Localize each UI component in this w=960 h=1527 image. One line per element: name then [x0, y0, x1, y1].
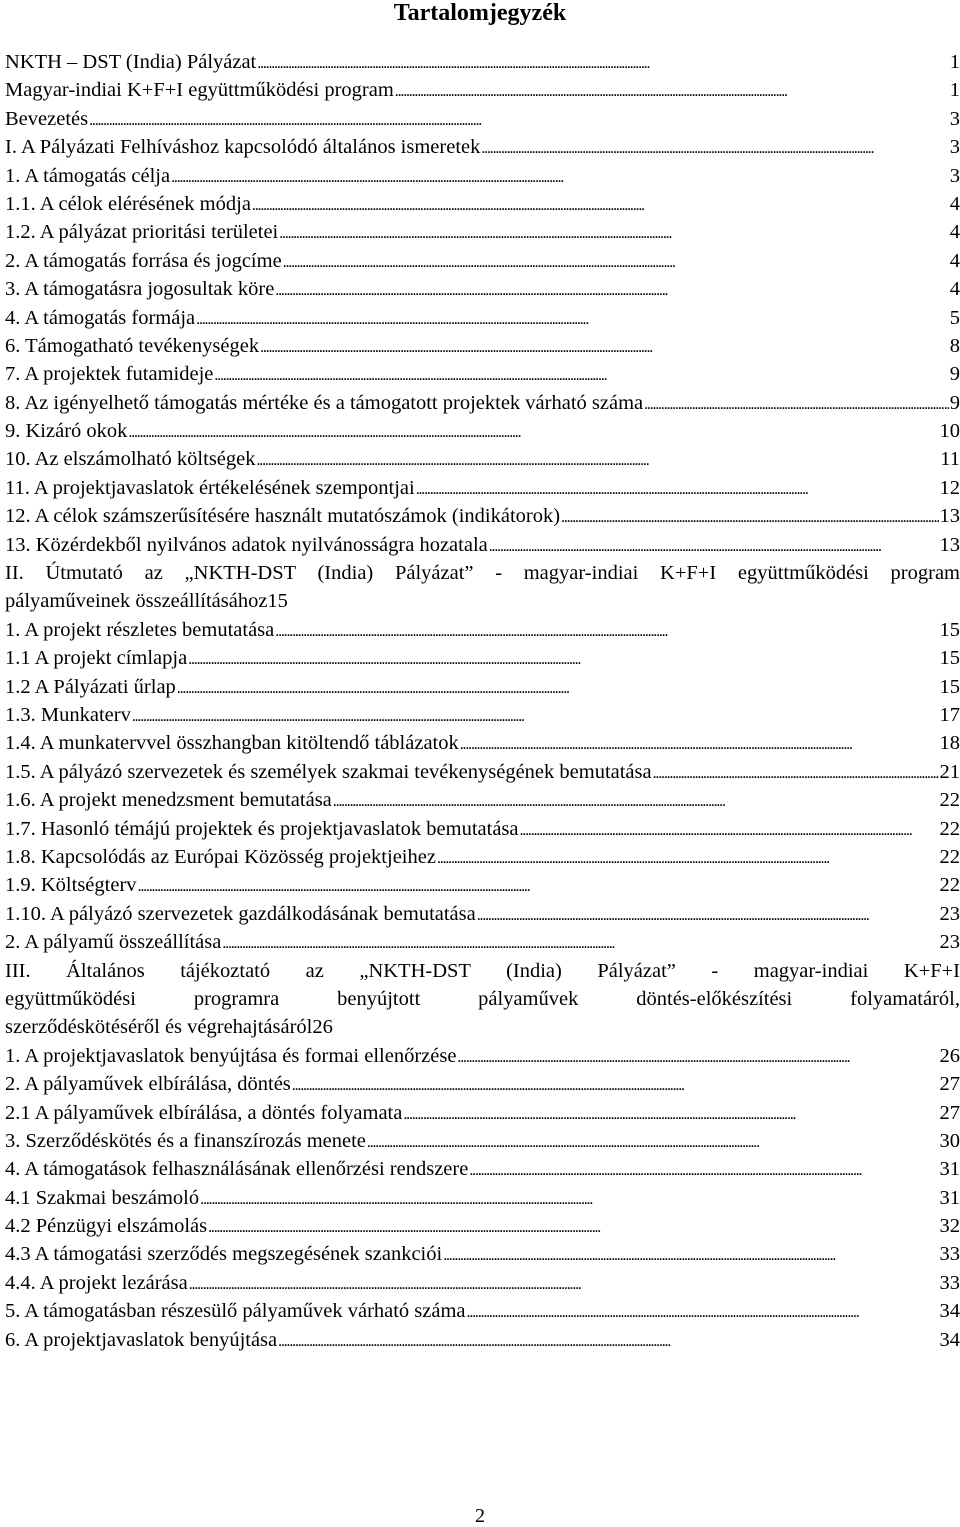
toc-page-number: 13 — [939, 533, 960, 556]
dot-leader — [481, 133, 948, 161]
toc-group-3 — [5, 1042, 960, 1354]
toc-entry-label: 6. A projektjavaslatok benyújtása — [5, 1328, 278, 1351]
toc-page-number: 15 — [939, 618, 960, 641]
dot-leader — [333, 786, 939, 814]
dot-leader — [457, 1042, 938, 1070]
dot-leader — [128, 417, 938, 445]
dot-leader — [222, 928, 938, 956]
toc-page-number: 3 — [949, 136, 960, 159]
dot-leader — [257, 445, 940, 473]
toc-entry-label: 4.1 Szakmai beszámoló — [5, 1186, 200, 1209]
toc-page-number: 31 — [939, 1158, 960, 1181]
toc-page-number: 17 — [939, 704, 960, 727]
toc-page-number: 3 — [949, 164, 960, 187]
dot-leader — [260, 332, 949, 360]
toc-entry[interactable] — [5, 1184, 960, 1212]
toc-entry[interactable] — [5, 105, 960, 133]
dot-leader — [278, 1326, 938, 1354]
toc-entry-label: 2.1 A pályaművek elbírálása, a döntés folyamata — [5, 1101, 403, 1124]
toc-entry-label: 1. A támogatás célja — [5, 164, 171, 187]
toc-entry-label: 1.1 A projekt címlapja — [5, 647, 188, 670]
toc-page-number: 4 — [949, 278, 960, 301]
toc-entry-label: 12. A célok számszerűsítésére használt mutatószámok (indikátorok) — [5, 505, 561, 528]
toc-entry[interactable] — [5, 48, 960, 76]
toc-entry[interactable] — [5, 474, 960, 502]
toc-page-number: 15 — [267, 590, 288, 613]
toc-page-number: 26 — [939, 1044, 960, 1067]
page-title: Tartalomjegyzék — [393, 0, 567, 26]
dot-leader — [477, 900, 939, 928]
dot-leader — [89, 105, 949, 133]
toc-entry[interactable] — [5, 502, 960, 530]
toc-group-1 — [5, 48, 960, 559]
toc-page-number: 22 — [939, 845, 960, 868]
toc-entry[interactable] — [5, 1099, 960, 1127]
toc-page-number: 11 — [940, 448, 960, 471]
dot-leader — [460, 729, 939, 757]
toc-entry-label: 1. A projektjavaslatok benyújtása és formai ellenőrzése — [5, 1044, 457, 1067]
toc-entry-label: 5. A támogatásban részesülő pályaművek várható száma — [5, 1300, 466, 1323]
toc-entry-ii[interactable] — [5, 559, 960, 616]
toc-entry[interactable] — [5, 247, 960, 275]
toc-page-number: 22 — [939, 817, 960, 840]
dot-leader — [208, 1212, 938, 1240]
toc-entry-label: szerződéskötéséről és végrehajtásáról — [5, 1016, 313, 1039]
toc-entry[interactable] — [5, 76, 960, 104]
toc-entry-label: 2. A támogatás forrása és jogcíme — [5, 249, 282, 272]
toc-entry-label: 1.9. Költségterv — [5, 874, 137, 897]
dot-leader — [395, 76, 949, 104]
toc-page-number: 23 — [939, 931, 960, 954]
toc-entry-label: Bevezetés — [5, 107, 89, 130]
dot-leader — [189, 1269, 939, 1297]
toc-entry-label: 4. A támogatások felhasználásának ellenőrzési rendszere — [5, 1158, 469, 1181]
toc-page-number: 5 — [949, 306, 960, 329]
toc-entry-label: Magyar-indiai K+F+I együttműködési program — [5, 79, 394, 102]
toc-page-number: 22 — [939, 789, 960, 812]
toc-page-number: 27 — [939, 1073, 960, 1096]
toc-entry-label: 3. A támogatásra jogosultak köre — [5, 278, 275, 301]
toc-entry-label: 4.4. A projekt lezárása — [5, 1271, 188, 1294]
toc-page-number: 27 — [939, 1101, 960, 1124]
toc-entry-label: 1.8. Kapcsolódás az Európai Közösség projektjeihez — [5, 845, 436, 868]
toc-entry-label: 1. A projekt részletes bemutatása — [5, 618, 275, 641]
toc-page-number: 33 — [939, 1271, 960, 1294]
toc-entry-label: 9. Kizáró okok — [5, 420, 128, 443]
dot-leader — [561, 502, 938, 530]
toc-entry[interactable] — [5, 162, 960, 190]
toc-entry[interactable] — [5, 133, 960, 161]
toc-page-number: 34 — [939, 1328, 960, 1351]
toc-entry-label: 2. A pályamű összeállítása — [5, 931, 222, 954]
toc-entry[interactable] — [5, 673, 960, 701]
toc-entry[interactable] — [5, 1155, 960, 1183]
toc-entry[interactable] — [5, 900, 960, 928]
toc-entry[interactable] — [5, 871, 960, 899]
toc-page-number: 21 — [939, 760, 960, 783]
toc-page-number: 12 — [939, 476, 960, 499]
toc-entry[interactable] — [5, 786, 960, 814]
toc-entry-label: 1.6. A projekt menedzsment bemutatása — [5, 789, 332, 812]
dot-leader — [275, 616, 938, 644]
dot-leader — [283, 247, 949, 275]
toc-entry[interactable] — [5, 190, 960, 218]
toc-entry-label: 10. Az elszámolható költségek — [5, 448, 256, 471]
toc-entry[interactable] — [5, 218, 960, 246]
toc-page-number: 4 — [949, 249, 960, 272]
toc-page-number: 4 — [949, 221, 960, 244]
dot-leader — [489, 531, 939, 559]
toc-page-number: 13 — [939, 505, 960, 528]
toc-page-number: 15 — [939, 647, 960, 670]
toc-page-number: 18 — [939, 732, 960, 755]
dot-leader — [132, 701, 939, 729]
toc-entry[interactable] — [5, 1070, 960, 1098]
toc-page-number: 22 — [939, 874, 960, 897]
dot-leader — [200, 1184, 938, 1212]
toc-page-number: 34 — [939, 1300, 960, 1323]
toc-entry-label: 1.4. A munkatervvel összhangban kitöltendő táblázatok — [5, 732, 459, 755]
toc-entry-label: 4.3 A támogatási szerződés megszegésének szankciói — [5, 1243, 443, 1266]
dot-leader — [188, 644, 938, 672]
toc-entry-label: 1.1. A célok elérésének módja — [5, 192, 251, 215]
toc-entry[interactable] — [5, 1212, 960, 1240]
dot-leader — [171, 162, 949, 190]
dot-leader — [437, 843, 939, 871]
toc-entry-label: együttműködési programra benyújtott pályaművek döntés-előkészítési folyamatáról, — [5, 987, 960, 1010]
toc-page-number: 4 — [949, 192, 960, 215]
dot-leader — [292, 1070, 939, 1098]
toc-entry-label: 1.2 A Pályázati űrlap — [5, 675, 176, 698]
toc-page-number: 10 — [939, 420, 960, 443]
toc-page-number: 8 — [949, 334, 960, 357]
toc-page-number: 1 — [949, 79, 960, 102]
dot-leader — [257, 48, 948, 76]
table-of-contents — [5, 48, 960, 1354]
page-number: 2 — [475, 1505, 485, 1527]
toc-entry-label: 1.2. A pályázat prioritási területei — [5, 221, 279, 244]
toc-entry-label: 7. A projektek futamideje — [5, 363, 214, 386]
toc-page-number: 15 — [939, 675, 960, 698]
toc-entry-label: 1.5. A pályázó szervezetek és személyek szakmai tevékenységének bemutatása — [5, 760, 652, 783]
toc-entry-label: 11. A projektjavaslatok értékelésének szempontjai — [5, 476, 415, 499]
toc-entry[interactable] — [5, 304, 960, 332]
toc-page-number: 26 — [312, 1016, 333, 1039]
toc-entry[interactable] — [5, 815, 960, 843]
toc-group-2 — [5, 616, 960, 957]
toc-entry[interactable] — [5, 1269, 960, 1297]
dot-leader — [275, 275, 948, 303]
dot-leader — [177, 673, 939, 701]
dot-leader — [403, 1099, 938, 1127]
dot-leader — [443, 1240, 938, 1268]
toc-entry[interactable] — [5, 275, 960, 303]
toc-entry-label: NKTH – DST (India) Pályázat — [5, 51, 257, 73]
toc-entry[interactable] — [5, 1127, 960, 1155]
toc-entry[interactable] — [5, 701, 960, 729]
toc-entry-label: 1.10. A pályázó szervezetek gazdálkodásának bemutatása — [5, 902, 476, 925]
toc-entry[interactable] — [5, 531, 960, 559]
dot-leader — [214, 360, 948, 388]
toc-entry-label: 13. Közérdekből nyilvános adatok nyilvánosságra hozatala — [5, 533, 488, 556]
toc-entry[interactable] — [5, 758, 960, 786]
toc-page-number: 1 — [949, 51, 960, 73]
toc-entry[interactable] — [5, 1326, 960, 1354]
toc-entry[interactable] — [5, 928, 960, 956]
toc-page-number: 30 — [939, 1129, 960, 1152]
dot-leader — [644, 389, 949, 417]
toc-page-number: 3 — [949, 107, 960, 130]
toc-entry[interactable] — [5, 332, 960, 360]
dot-leader — [416, 474, 939, 502]
dot-leader — [367, 1127, 939, 1155]
toc-entry-label: I. A Pályázati Felhíváshoz kapcsolódó általános ismeretek — [5, 136, 481, 159]
toc-page-number: 31 — [939, 1186, 960, 1209]
toc-entry[interactable] — [5, 1297, 960, 1325]
toc-page-number: 33 — [939, 1243, 960, 1266]
toc-page-number: 32 — [939, 1215, 960, 1238]
toc-entry[interactable] — [5, 729, 960, 757]
toc-entry-label: 3. Szerződéskötés és a finanszírozás menete — [5, 1129, 366, 1152]
toc-entry-label: 8. Az igényelhető támogatás mértéke és a támogatott projektek várható száma — [5, 391, 644, 414]
toc-page-number: 9 — [949, 391, 960, 414]
toc-page-number: 9 — [949, 363, 960, 386]
toc-entry-label: 1.3. Munkaterv — [5, 704, 131, 727]
dot-leader — [469, 1155, 938, 1183]
toc-entry-label: 4. A támogatás formája — [5, 306, 196, 329]
toc-entry[interactable] — [5, 1042, 960, 1070]
toc-entry[interactable] — [5, 843, 960, 871]
toc-entry[interactable] — [5, 1240, 960, 1268]
dot-leader — [196, 304, 949, 332]
toc-entry-iii[interactable] — [5, 957, 960, 1042]
toc-entry[interactable] — [5, 644, 960, 672]
toc-entry-label: pályaműveinek összeállításához — [5, 590, 268, 613]
dot-leader — [252, 190, 949, 218]
toc-entry-label: 4.2 Pénzügyi elszámolás — [5, 1215, 208, 1238]
toc-entry-label: II. Útmutató az „NKTH-DST (India) Pályázat” - magyar-indiai K+F+I együttműködési program — [5, 562, 960, 585]
toc-entry[interactable] — [5, 417, 960, 445]
toc-entry[interactable] — [5, 616, 960, 644]
toc-entry-label: 1.7. Hasonló témájú projektek és projektjavaslatok bemutatása — [5, 817, 519, 840]
toc-entry[interactable] — [5, 389, 960, 417]
dot-leader — [279, 218, 949, 246]
dot-leader — [653, 758, 939, 786]
toc-entry-label: 6. Támogatható tevékenységek — [5, 334, 260, 357]
toc-entry-label: 2. A pályaművek elbírálása, döntés — [5, 1073, 291, 1096]
toc-entry[interactable] — [5, 445, 960, 473]
toc-page-number: 23 — [939, 902, 960, 925]
toc-entry[interactable] — [5, 360, 960, 388]
dot-leader — [467, 1297, 939, 1325]
dot-leader — [520, 815, 939, 843]
toc-entry-label: III. Általános tájékoztató az „NKTH-DST (India) Pályázat” - magyar-indiai K+F+I — [5, 959, 960, 982]
dot-leader — [138, 871, 939, 899]
